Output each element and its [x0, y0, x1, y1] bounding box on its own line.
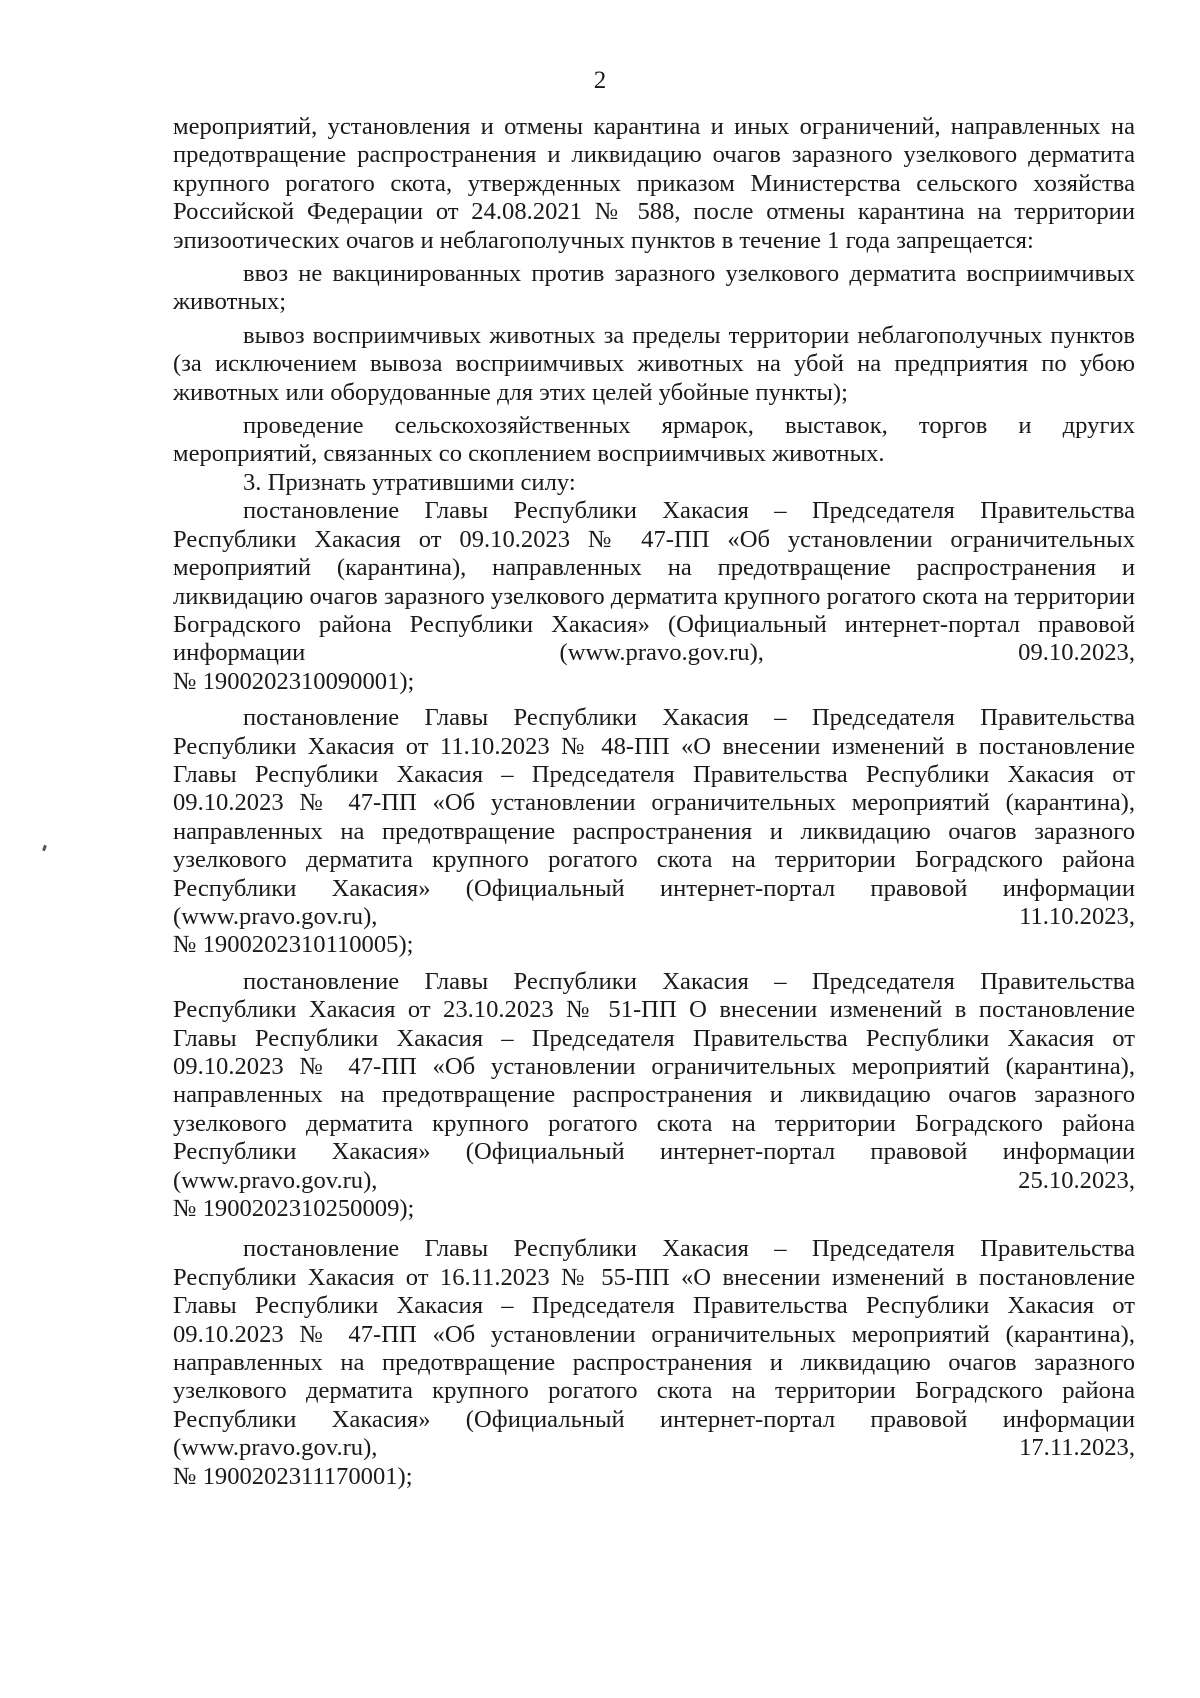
repeal-item-source-site: (www.pravo.gov.ru), [173, 1166, 378, 1194]
repeal-item [173, 704, 1135, 960]
repeal-item-text: постановление Главы Республики Хакасия – Председателя Правительства Республики Хакасия от 09.10.2023 № 47-ПП «Об установлении ограничительных мероприятий (карантина), направленных на предотвращение распространения и ликвидацию очагов заразного узелкового дерматита крупного рогатого скота на территории Боградского района Республики Хакасия» (Официальный интернет-портал правовой информации (www.pravo.gov.ru), 09.10.2023, [173, 497, 1135, 667]
repeal-item [173, 497, 1135, 696]
paragraph-import-ban: ввоз не вакцинированных против заразного узелкового дерматита восприимчивых животных; [173, 260, 1135, 316]
scan-speck-mark [42, 845, 47, 852]
repeal-item-text: постановление Главы Республики Хакасия – Председателя Правительства Республики Хакасия от 23.10.2023 № 51-ПП О внесении изменений в постановление Главы Республики Хакасия – Председателя Правительства Республики Хакасия от 09.10.2023 № 47-ПП «Об установлении ограничительных мероприятий (карантина), направленных на предотвращение распространения и ликвидацию очагов заразного узелкового дерматита крупного рогатого скота на территории Боградского района Республики Хакасия» (Официальный интернет-портал правовой информации [173, 967, 1135, 1166]
repeal-item-text: постановление Главы Республики Хакасия – Председателя Правительства Республики Хакасия от 16.11.2023 № 55-ПП «О внесении изменений в постановление Главы Республики Хакасия – Председателя Правительства Республики Хакасия от 09.10.2023 № 47-ПП «Об установлении ограничительных мероприятий (карантина), направленных на предотвращение распространения и ликвидацию очагов заразного узелкового дерматита крупного рогатого скота на территории Боградского района Республики Хакасия» (Официальный интернет-портал правовой информации (www.pravo.gov.ru), 17.11.2023, [173, 1235, 1135, 1462]
repeal-item-number: № 1900202310250009); [173, 1195, 415, 1223]
repeal-item-source-date: 25.10.2023, [1018, 1166, 1135, 1194]
repeal-item-number: № 1900202310110005); [173, 931, 414, 959]
paragraph-events-ban: проведение сельскохозяйственных ярмарок, выставок, торгов и других мероприятий, связанных со скоплением восприимчивых животных. [173, 412, 1135, 468]
paragraph-repeal-heading: 3. Признать утратившими силу: [243, 468, 576, 496]
paragraph-export-ban: вывоз восприимчивых животных за пределы территории неблагополучных пунктов (за исключением вывоза восприимчивых животных на убой на предприятия по убою животных или оборудованные для этих целей убойные пункты); [173, 321, 1135, 406]
repeal-item [173, 968, 1135, 1224]
repeal-item-number: № 1900202311170001); [173, 1462, 413, 1490]
repeal-item-text: постановление Главы Республики Хакасия – Председателя Правительства Республики Хакасия от 11.10.2023 № 48-ПП «О внесении изменений в постановление Главы Республики Хакасия – Председателя Правительства Республики Хакасия от 09.10.2023 № 47-ПП «Об установлении ограничительных мероприятий (карантина), направленных на предотвращение распространения и ликвидацию очагов заразного узелкового дерматита крупного рогатого скота на территории Боградского района Республики Хакасия» (Официальный интернет-портал правовой информации (www.pravo.gov.ru), 11.10.2023, [173, 704, 1135, 930]
repeal-item [173, 1235, 1135, 1491]
repeal-item-source-line [173, 1167, 1135, 1195]
document-body [173, 113, 1135, 1491]
paragraph-restrictions-intro: мероприятий, установления и отмены карантина и иных ограничений, направленных на предотвращение распространения и ликвидацию очагов заразного узелкового дерматита крупного рогатого скота, утвержденных приказом Министерства сельского хозяйства Российской Федерации от 24.08.2021 № 588, после отмены карантина на территории эпизоотических очагов и неблагополучных пунктов в течение 1 года запрещается: [173, 113, 1135, 254]
page-number: 2 [593, 67, 607, 94]
repeal-item-number: № 1900202310090001); [173, 667, 415, 695]
